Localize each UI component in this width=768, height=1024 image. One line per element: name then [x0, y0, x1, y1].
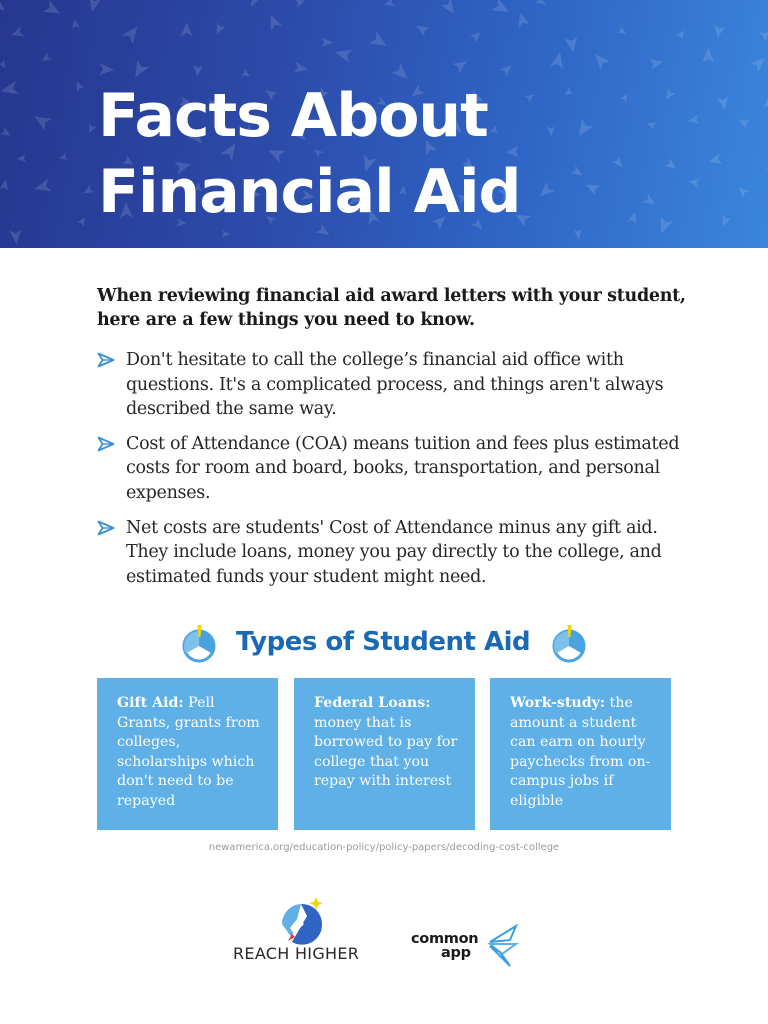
- pattern-arrow-icon: [499, 62, 514, 77]
- pattern-arrow-icon: [737, 116, 750, 128]
- pattern-arrow-icon: [33, 179, 52, 196]
- list-item: [97, 432, 687, 506]
- pattern-arrow-icon: [31, 110, 52, 130]
- aid-types-cards: [97, 678, 671, 830]
- pattern-arrow-icon: [646, 120, 656, 129]
- pattern-arrow-icon: [43, 0, 63, 19]
- pattern-arrow-icon: [86, 0, 101, 14]
- pattern-arrow-icon: [221, 230, 230, 238]
- pattern-arrow-icon: [369, 31, 391, 52]
- section-title: Types of Student Aid: [236, 627, 531, 657]
- pattern-arrow-icon: [9, 26, 24, 39]
- arrow-icon: [97, 352, 115, 368]
- pattern-arrow-icon: [321, 38, 333, 48]
- pattern-arrow-icon: [534, 0, 546, 7]
- pattern-arrow-icon: [676, 28, 688, 40]
- pattern-arrow-icon: [627, 211, 639, 224]
- pattern-arrow-icon: [612, 156, 626, 171]
- pattern-arrow-icon: [58, 153, 68, 162]
- pattern-arrow-icon: [719, 214, 732, 228]
- pattern-arrow-icon: [99, 63, 114, 76]
- pattern-arrow-icon: [0, 60, 8, 71]
- card-description: money that is borrowed to pay for college that you repay with interest: [314, 714, 458, 789]
- pattern-arrow-icon: [762, 155, 768, 174]
- pattern-arrow-icon: [192, 65, 203, 77]
- card-federal-loans: [294, 678, 475, 830]
- page-title: [98, 78, 521, 230]
- pattern-arrow-icon: [122, 22, 143, 44]
- pattern-arrow-icon: [573, 118, 594, 139]
- pattern-arrow-icon: [590, 50, 610, 70]
- pattern-arrow-icon: [414, 21, 430, 36]
- list-item: [97, 516, 687, 590]
- pattern-arrow-icon: [741, 0, 757, 3]
- pattern-arrow-icon: [717, 96, 730, 111]
- card-work-study: [490, 678, 671, 830]
- pattern-arrow-icon: [344, 0, 357, 1]
- pattern-arrow-icon: [77, 215, 88, 227]
- pattern-arrow-icon: [73, 79, 85, 91]
- pattern-arrow-icon: [40, 53, 52, 65]
- pattern-arrow-icon: [0, 127, 13, 140]
- pattern-arrow-icon: [649, 57, 664, 70]
- pattern-arrow-icon: [687, 115, 699, 125]
- facts-list: [97, 348, 687, 599]
- pattern-arrow-icon: [736, 184, 750, 198]
- pattern-arrow-icon: [9, 229, 22, 244]
- intro-text: When reviewing financial aid award letters with your student, here are a few things you need to know.: [97, 286, 686, 330]
- reach-higher-wordmark: REACH HIGHER: [233, 944, 360, 963]
- pattern-arrow-icon: [664, 158, 679, 173]
- pattern-arrow-icon: [570, 165, 585, 179]
- pattern-arrow-icon: [246, 0, 267, 7]
- pattern-arrow-icon: [750, 53, 768, 72]
- source-link[interactable]: newamerica.org/education-policy/policy-papers/decoding-cost-college: [208, 842, 560, 853]
- pattern-arrow-icon: [514, 11, 529, 28]
- pattern-arrow-icon: [759, 91, 768, 112]
- pattern-arrow-icon: [265, 12, 282, 30]
- pattern-arrow-icon: [452, 56, 470, 74]
- title-line-1: Facts About: [98, 81, 488, 151]
- pattern-arrow-icon: [655, 216, 674, 236]
- pattern-arrow-icon: [550, 51, 567, 70]
- pattern-arrow-icon: [524, 91, 536, 103]
- pattern-arrow-icon: [441, 0, 460, 17]
- arrow-icon: [97, 436, 115, 452]
- common-word: common: [411, 931, 479, 947]
- pie-chart-icon-right: [550, 624, 588, 664]
- pattern-arrow-icon: [0, 81, 19, 98]
- pattern-arrow-icon: [295, 0, 307, 7]
- pattern-arrow-icon: [688, 177, 699, 187]
- pattern-arrow-icon: [565, 36, 580, 53]
- common-app-mark-icon: [486, 922, 522, 970]
- pattern-arrow-icon: [294, 62, 309, 75]
- pattern-arrow-icon: [536, 182, 556, 201]
- pattern-arrow-icon: [334, 46, 353, 63]
- pattern-arrow-icon: [562, 87, 573, 98]
- pattern-arrow-icon: [0, 179, 10, 191]
- card-description: Pell Grants, grants from colleges, scholarships which don't need to be repayed: [117, 695, 260, 809]
- pattern-arrow-icon: [583, 180, 600, 196]
- pattern-arrow-icon: [547, 126, 556, 137]
- pattern-arrow-icon: [470, 29, 484, 43]
- pattern-arrow-icon: [0, 1, 8, 14]
- pattern-arrow-icon: [663, 88, 676, 101]
- list-item-text: Net costs are students' Cost of Attendance minus any gift aid. They include loans, money you pay directly to the college, and estimated funds your student might need.: [126, 517, 662, 587]
- pattern-arrow-icon: [212, 22, 226, 36]
- pattern-arrow-icon: [760, 30, 768, 42]
- pattern-arrow-icon: [642, 194, 658, 209]
- pattern-arrow-icon: [16, 154, 26, 162]
- app-word: app: [441, 945, 471, 961]
- pattern-arrow-icon: [81, 185, 94, 198]
- header-banner: [0, 0, 768, 248]
- card-term: Federal Loans:: [314, 695, 431, 711]
- list-item-text: Don't hesitate to call the college’s financial aid office with questions. It's a complicated process, and things aren't always described the same way.: [126, 350, 664, 420]
- pattern-arrow-icon: [71, 19, 79, 29]
- pattern-arrow-icon: [85, 123, 96, 135]
- card-description: the amount a student can earn on hourly paychecks from on-campus jobs if eligible: [510, 695, 651, 809]
- pattern-arrow-icon: [712, 25, 724, 39]
- list-item-text: Cost of Attendance (COA) means tuition and fees plus estimated costs for room and board, books, transportation, and personal expenses.: [126, 433, 680, 503]
- card-term: Gift Aid:: [117, 695, 184, 711]
- pattern-arrow-icon: [492, 0, 513, 18]
- pattern-arrow-icon: [620, 92, 631, 103]
- pattern-arrow-icon: [702, 48, 715, 63]
- pattern-arrow-icon: [617, 26, 628, 36]
- arrow-icon: [97, 520, 115, 536]
- pattern-arrow-icon: [573, 229, 582, 240]
- pie-chart-icon-left: [180, 624, 218, 664]
- card-gift-aid: [97, 678, 278, 830]
- pattern-arrow-icon: [383, 0, 396, 9]
- list-item: [97, 348, 687, 422]
- title-line-2: Financial Aid: [98, 157, 521, 227]
- card-term: Work-study:: [510, 695, 606, 711]
- common-app-wordmark: [411, 932, 478, 960]
- pattern-arrow-icon: [181, 22, 193, 36]
- pattern-arrow-icon: [707, 154, 722, 168]
